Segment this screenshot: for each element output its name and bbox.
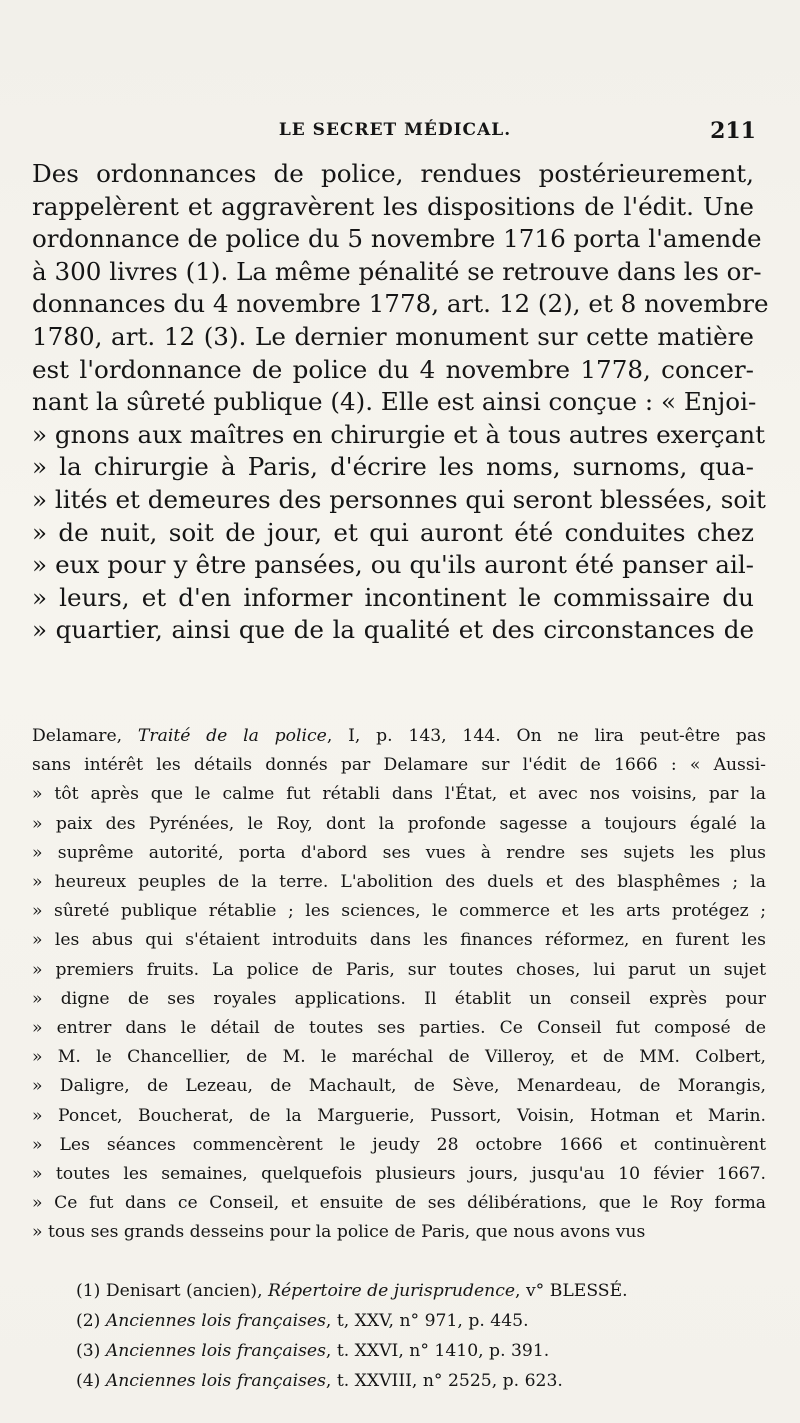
footnote-ref-1	[76, 1276, 766, 1306]
footnote-line: » Ce fut dans ce Conseil, et ensuite de ses délibérations, que le Roy forma	[32, 1193, 766, 1214]
text-line: rappelèrent et aggravèrent les dispositions de l'édit. Une	[32, 191, 754, 221]
footnote-line: » premiers fruits. La police de Paris, sur toutes choses, lui parut un sujet	[32, 959, 766, 980]
text-line: nant la sûreté publique (4). Elle est ainsi conçue : « Enjoi-	[32, 387, 757, 417]
text-line: » eux pour y être pansées, ou qu'ils auront été panser ail-	[32, 550, 754, 580]
ref-work-title: Anciennes lois françaises	[105, 1371, 326, 1391]
footnote-references	[76, 1276, 766, 1396]
text-line: ordonnance de police du 5 novembre 1716 porta l'amende	[32, 224, 762, 254]
text-line: à 300 livres (1). La même pénalité se retrouve dans les or-	[32, 256, 762, 286]
footnote-ref-4	[76, 1366, 766, 1396]
ref-details: , t. XXVIII, n° 2525, p. 623.	[325, 1371, 563, 1391]
ref-number: (4)	[76, 1371, 101, 1391]
ref-number: (3)	[76, 1341, 101, 1361]
footnote-line: » sûreté publique rétablie ; les sciences, le commerce et les arts protégez ;	[32, 901, 766, 922]
footnote-line: » tôt après que le calme fut rétabli dans l'État, et avec nos voisins, par la	[32, 784, 766, 805]
footnote-line: » heureux peuples de la terre. L'abolition des duels et des blasphêmes ; la	[32, 872, 766, 893]
text-line: » lités et demeures des personnes qui seront blessées, soit	[32, 484, 766, 514]
footnote-ref-2	[76, 1306, 766, 1336]
text-line: 1780, art. 12 (3). Le dernier monument sur cette matière	[32, 321, 754, 351]
footnote-line: sans intérêt les détails donnés par Delamare sur l'édit de 1666 : « Aussi-	[32, 755, 766, 776]
footnote-ref-3	[76, 1336, 766, 1366]
text-line: » quartier, ainsi que de la qualité et des circonstances de	[32, 615, 754, 645]
footnote-line: » Poncet, Boucherat, de la Marguerie, Pussort, Voisin, Hotman et Marin.	[32, 1105, 766, 1126]
footnote-line: » suprême autorité, porta d'abord ses vues à rendre ses sujets les plus	[32, 842, 766, 863]
ref-work-title: Anciennes lois françaises	[105, 1341, 326, 1361]
running-title: LE SECRET MÉDICAL.	[278, 120, 512, 140]
text-line: est l'ordonnance de police du 4 novembre 1778, concer-	[32, 354, 754, 384]
ref-work-title: Répertoire de jurisprudence	[268, 1281, 516, 1301]
ref-number: (1)	[76, 1281, 101, 1301]
ref-work-title: Anciennes lois françaises	[105, 1311, 326, 1331]
ref-details: , t. XXVI, n° 1410, p. 391.	[325, 1341, 550, 1361]
text-line: donnances du 4 novembre 1778, art. 12 (2), et 8 novembre	[32, 289, 769, 319]
text-line: » de nuit, soit de jour, et qui auront été conduites chez	[32, 517, 754, 547]
footnote-line: » M. le Chancellier, de M. le maréchal de Villeroy, et de MM. Colbert,	[32, 1047, 766, 1068]
ref-details: , t, XXV, n° 971, p. 445.	[325, 1311, 529, 1331]
footnote-line	[32, 722, 766, 751]
footnote-line: » toutes les semaines, quelquefois plusieurs jours, jusqu'au 10 févier 1667.	[32, 1164, 766, 1185]
ref-number: (2)	[76, 1311, 101, 1331]
text-line: » leurs, et d'en informer incontinent le commissaire du	[32, 582, 754, 612]
text-line: » gnons aux maîtres en chirurgie et à tous autres exerçant	[32, 419, 765, 449]
footnote-continuation	[32, 722, 766, 1248]
page-number: 211	[710, 118, 756, 144]
ref-prefix: Denisart (ancien),	[105, 1281, 269, 1301]
text-line: » la chirurgie à Paris, d'écrire les noms, surnoms, qua-	[32, 452, 754, 482]
main-text	[32, 158, 769, 647]
footnote-citation: , I, p. 143, 144. On ne lira peut-être pas	[326, 726, 767, 746]
footnote-line: » paix des Pyrénées, le Roy, dont la profonde sagesse a toujours égalé la	[32, 813, 766, 834]
footnote-line: » les abus qui s'étaient introduits dans les finances réformez, en furent les	[32, 930, 766, 951]
footnote-line: » Daligre, de Lezeau, de Machault, de Sève, Menardeau, de Morangis,	[32, 1076, 766, 1097]
footnote-author: Delamare,	[32, 726, 138, 746]
footnote-line: » Les séances commencèrent le jeudy 28 octobre 1666 et continuèrent	[32, 1134, 766, 1155]
text-line: Des ordonnances de police, rendues postérieurement,	[32, 159, 754, 188]
footnote-line: » digne de ses royales applications. Il établit un conseil exprès pour	[32, 988, 766, 1009]
ref-details: , v° BLESSÉ.	[515, 1281, 628, 1301]
footnote-line: » entrer dans le détail de toutes ses parties. Ce Conseil fut composé de	[32, 1018, 766, 1039]
page-header	[30, 118, 760, 150]
footnote-work-title: Traité de la police	[137, 726, 327, 746]
footnote-line: » tous ses grands desseins pour la police de Paris, que nous avons vus	[32, 1222, 646, 1243]
